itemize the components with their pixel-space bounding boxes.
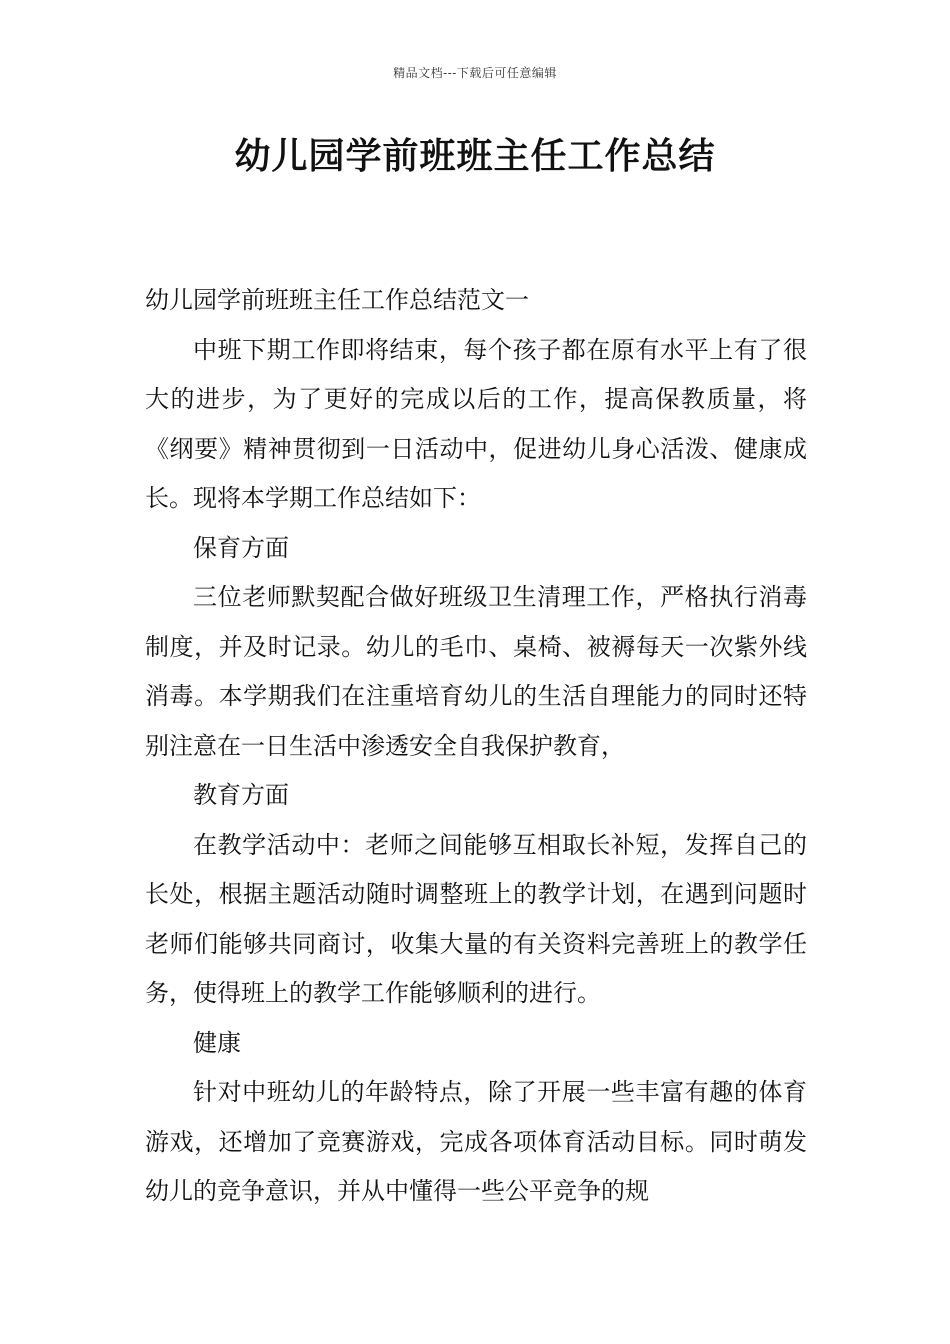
section-heading-sample-one: 幼儿园学前班班主任工作总结范文一	[145, 286, 529, 314]
paragraph-care: 三位老师默契配合做好班级卫生清理工作，严格执行消毒制度，并及时记录。幼儿的毛巾、桌椅、被褥每天一次紫外线消毒。本学期我们在注重培育幼儿的生活自理能力的同时还特别注意在一日生活中渗透安全自我保护教育，	[145, 583, 807, 760]
paragraph-intro: 中班下期工作即将结束，每个孩子都在原有水平上有了很大的进步，为了更好的完成以后的工作，提高保教质量，将《纲要》精神贯彻到一日活动中，促进幼儿身心活泼、健康成长。现将本学期工作总结如下：	[145, 335, 807, 512]
subheading-education: 教育方面	[193, 781, 289, 809]
page-header-note: 精品文档---下载后可任意编辑	[393, 66, 557, 80]
document-body	[145, 276, 807, 1217]
subheading-health: 健康	[193, 1028, 241, 1057]
paragraph-education: 在教学活动中：老师之间能够互相取长补短，发挥自己的长处，根据主题活动随时调整班上的教学计划，在遇到问题时老师们能够共同商讨，收集大量的有关资料完善班上的教学任务，使得班上的教学工作能够顺利的进行。	[145, 830, 807, 1007]
document-title: 幼儿园学前班班主任工作总结	[234, 136, 716, 177]
paragraph-health: 针对中班幼儿的年龄特点，除了开展一些丰富有趣的体育游戏，还增加了竞赛游戏，完成各项体育活动目标。同时萌发幼儿的竞争意识，并从中懂得一些公平竞争的规	[145, 1078, 807, 1205]
subheading-care: 保育方面	[193, 533, 289, 562]
